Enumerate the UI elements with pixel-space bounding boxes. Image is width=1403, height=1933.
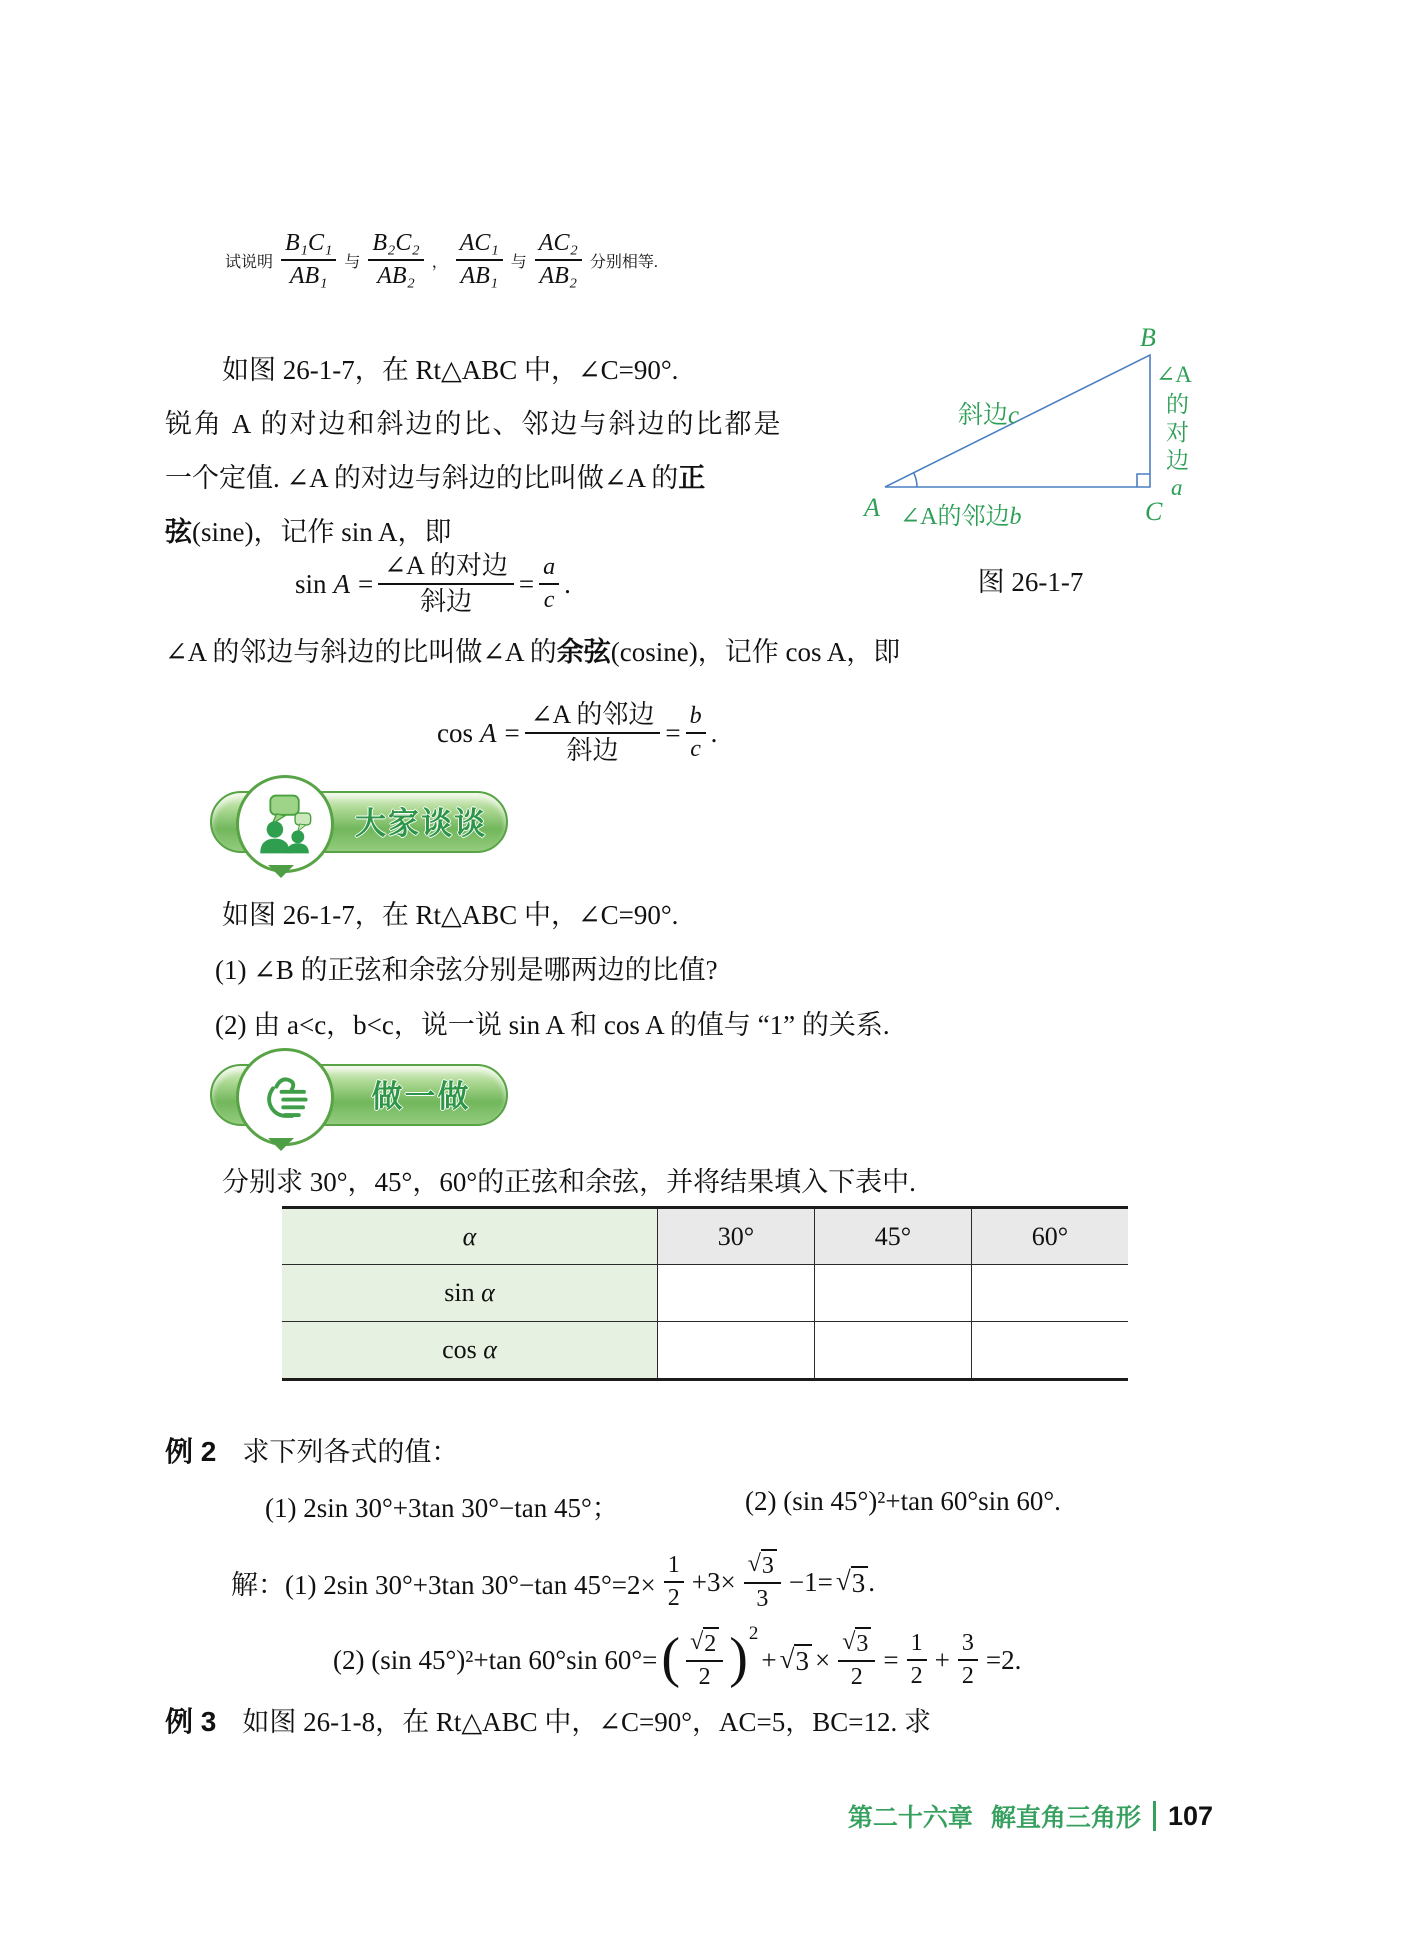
figure-26-1-7: [858, 320, 1203, 610]
fraction-ac1-ab1: $\frac{\text{AC₁}}{\text{AB₁}}$: [456, 228, 503, 292]
right-angle-mark: [1137, 474, 1150, 487]
fraction-adjacent-hypotenuse: $\frac{\text{∠A 的邻边}}{\text{斜边}}$: [525, 698, 661, 768]
cell-cos-30[interactable]: [658, 1322, 815, 1380]
fraction-1-2: $\frac{1}{2}$: [907, 1628, 927, 1692]
vertex-a-label: A: [864, 493, 880, 522]
discuss-line1: 如图 26-1-7，在 Rt△ABC 中，∠C=90°.: [222, 900, 679, 930]
row-label-cos: cos α: [282, 1322, 658, 1380]
doit-badge: [210, 1048, 540, 1152]
open-paren: (: [661, 1626, 681, 1689]
fraction-a-c: $\frac{a}{c}$: [539, 552, 559, 616]
cell-sin-60[interactable]: [972, 1265, 1129, 1322]
sqrt-3: √ 3: [836, 1566, 868, 1599]
example2-title: 例 2 求下列各式的值：: [165, 1436, 459, 1467]
cos-var: A: [480, 717, 497, 748]
example3-label: 例 3: [165, 1706, 217, 1737]
table-row-cos: [282, 1322, 1128, 1380]
cos-intro-line: ∠A 的邻边与斜边的比叫做∠A 的余弦(cosine)，记作 cos A，即: [165, 637, 901, 667]
exponent-2: 2: [748, 1623, 759, 1644]
trig-values-table-wrap: [282, 1206, 1128, 1381]
cell-sin-45[interactable]: [815, 1265, 972, 1322]
chevron-down-icon: [268, 865, 294, 878]
figure-caption: 图 26-1-7: [977, 567, 1084, 597]
para1-line3: 一个定值. ∠A 的对边与斜边的比叫做∠A 的正: [165, 463, 706, 493]
right-triangle-diagram: [858, 320, 1203, 535]
angle-a-arc: [914, 473, 917, 487]
fraction-sqrt2-2: √ 2 2: [686, 1627, 723, 1693]
intro-prefix: 试说明: [225, 253, 274, 271]
cell-cos-60[interactable]: [972, 1322, 1129, 1380]
example2-label: 例 2: [165, 1436, 217, 1467]
solution-line1: 解：(1) 2sin 30°+3tan 30°−tan 45°=2× $\frac{1}{2}$ +3× √ 3 3 −1= √ 3 .: [228, 1538, 875, 1626]
intro-and1: 与: [344, 253, 361, 271]
solution-line2: (2) (sin 45°)²+tan 60°sin 60°= ( √ 2 2 ) $^2$ + √ 3 × √ 3 2 = $\frac{1}{2}$ + $\frac{3}{2}$ =2.: [330, 1614, 1024, 1706]
cell-cos-45[interactable]: [815, 1322, 972, 1380]
fraction-b1c1-ab1: $\frac{\text{B₁C₁}}{\text{AB₁}}$: [281, 228, 336, 292]
table-row-sin: [282, 1265, 1128, 1322]
badge-circle: [236, 1048, 334, 1146]
sqrt-3: √ 3: [780, 1644, 812, 1677]
example2-item1: (1) 2sin 30°+3tan 30°−tan 45°；: [265, 1493, 619, 1523]
hypotenuse-label: 斜边c: [958, 402, 1020, 429]
discuss-badge-label: 大家谈谈: [355, 805, 487, 841]
page-footer: [848, 1798, 1213, 1834]
vertex-c-label: C: [1145, 497, 1163, 526]
bold-yuxian: 余弦: [556, 637, 611, 667]
adjacent-side-label: ∠A的邻边b: [900, 504, 1022, 530]
fraction-sqrt3-2: √ 3 2: [838, 1627, 875, 1693]
bold-xian: 弦: [165, 517, 192, 547]
intro-comma: ，: [431, 253, 448, 271]
para1-line4: 弦(sine)，记作 sin A，即: [165, 517, 452, 547]
table-header-row: [282, 1208, 1128, 1265]
header-30: 30°: [658, 1208, 815, 1265]
intro-statement: [222, 222, 661, 298]
discuss-item1: (1) ∠B 的正弦和余弦分别是哪两边的比值?: [215, 955, 718, 985]
fraction-ac2-ab2: $\frac{\text{AC₂}}{\text{AB₂}}$: [535, 228, 582, 292]
cos-formula: cos A = $\frac{\text{∠A 的邻边}}{\text{斜边}}$ = $\frac{b}{c}$ .: [437, 692, 717, 774]
fraction-b2c2-ab2: $\frac{\text{B₂C₂}}{\text{AB₂}}$: [368, 228, 423, 292]
sqrt-2: √ 2: [690, 1627, 719, 1660]
badge-circle: [236, 775, 334, 873]
sin-fn: sin: [295, 568, 327, 599]
footer-divider: [1153, 1801, 1156, 1831]
header-45: 45°: [815, 1208, 972, 1265]
trig-values-table: [282, 1206, 1128, 1381]
footer-page-number: 107: [1167, 1800, 1213, 1831]
people-talking-icon: [252, 791, 318, 857]
fraction-opposite-hypotenuse: $\frac{\text{∠A 的对边}}{\text{斜边}}$: [378, 549, 514, 619]
sin-formula: sin A = $\frac{\text{∠A 的对边}}{\text{斜边}}$ = $\frac{a}{c}$ .: [295, 543, 571, 625]
example2-item2: (2) (sin 45°)²+tan 60°sin 60°.: [745, 1486, 1061, 1516]
fraction-sqrt3-3: √ 3 3: [744, 1549, 781, 1615]
example3-line: 例 3 如图 26-1-8，在 Rt△ABC 中，∠C=90°，AC=5，BC=12. 求: [165, 1706, 932, 1737]
fraction-1-2: $\frac{1}{2}$: [664, 1550, 684, 1614]
bold-zheng: 正: [678, 463, 706, 493]
footer-chapter: 第二十六章: [847, 1804, 973, 1832]
chevron-down-icon: [268, 1138, 294, 1151]
doit-instruction: 分别求 30°，45°，60°的正弦和余弦，并将结果填入下表中.: [222, 1167, 916, 1197]
fraction-b-c: $\frac{b}{c}$: [686, 701, 706, 765]
header-alpha: α: [282, 1208, 658, 1265]
discuss-item2: (2) 由 a<c，b<c，说一说 sin A 和 cos A 的值与 “1” 的关系.: [215, 1010, 890, 1040]
sqrt-3: √ 3: [748, 1549, 777, 1582]
vertex-b-label: B: [1140, 323, 1156, 352]
discuss-badge: [210, 775, 540, 879]
sqrt-3: √ 3: [842, 1627, 871, 1660]
doit-badge-label: 做一做: [371, 1078, 471, 1114]
footer-section: 解直角三角形: [990, 1804, 1141, 1832]
fraction-3-2: $\frac{3}{2}$: [958, 1628, 978, 1692]
intro-and2: 与: [510, 253, 527, 271]
intro-suffix: 分别相等.: [589, 253, 658, 271]
para1-line1: 如图 26-1-7，在 Rt△ABC 中，∠C=90°.: [222, 355, 679, 385]
close-paren: ): [729, 1626, 748, 1689]
opposite-side-label: ∠A 的 对 边 a: [1156, 362, 1191, 500]
row-label-sin: sin α: [282, 1265, 658, 1322]
sin-var: A: [333, 568, 351, 599]
cell-sin-30[interactable]: [658, 1265, 815, 1322]
hand-icon: [254, 1066, 316, 1128]
para1-line2: 锐角 A 的对边和斜边的比、邻边与斜边的比都是: [165, 409, 783, 439]
cos-fn: cos: [437, 717, 473, 748]
header-60: 60°: [972, 1208, 1129, 1265]
